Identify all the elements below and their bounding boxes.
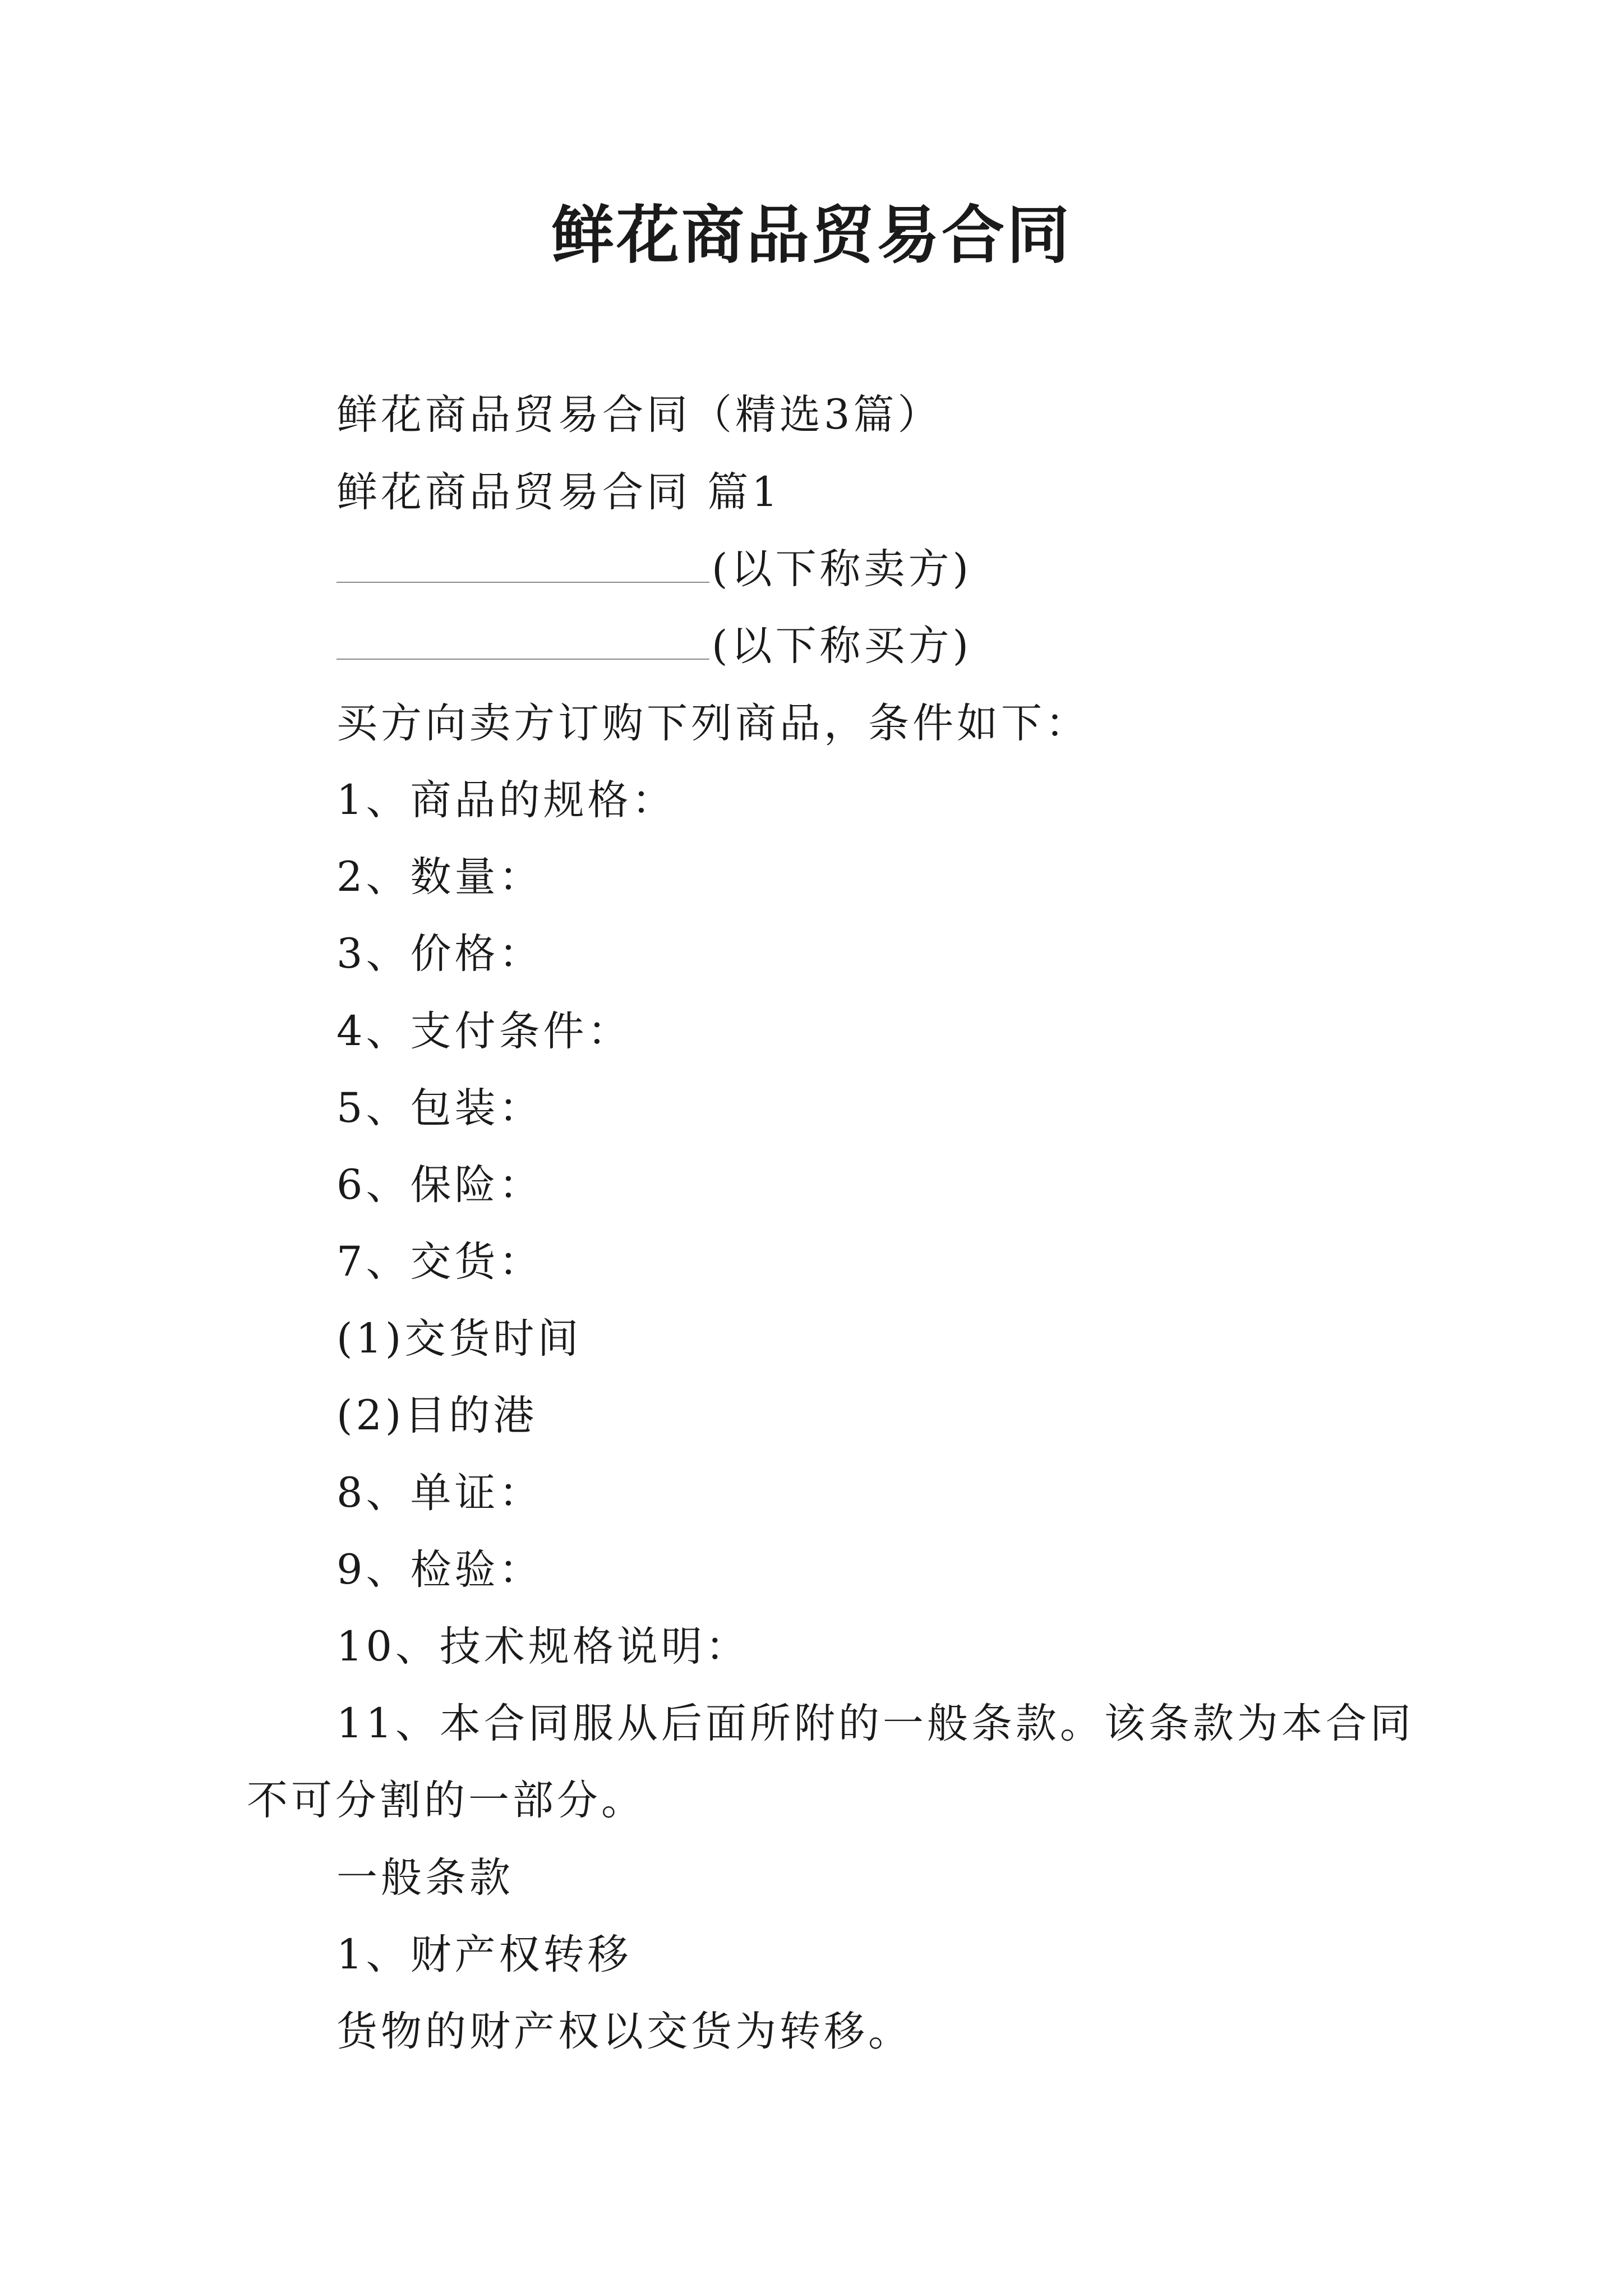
buyer-line (336, 618, 972, 674)
seller-blank (336, 548, 709, 583)
buyer-label: (以下称买方) (712, 622, 972, 670)
list-item: 4、支付条件： (336, 1007, 632, 1055)
buyer-blank (336, 625, 709, 660)
seller-label: (以下称卖方) (712, 545, 972, 593)
document-subtitle: 鲜花商品贸易合同（精选3篇） (336, 391, 942, 439)
list-item: (1)交货时间 (336, 1315, 582, 1363)
list-item: 7、交货： (336, 1238, 543, 1286)
list-item: 3、价格： (336, 930, 543, 978)
seller-line (336, 541, 972, 597)
list-item: 6、保险： (336, 1161, 543, 1209)
list-item: 1、商品的规格： (336, 776, 676, 824)
list-item: 5、包装： (336, 1084, 543, 1132)
clause-11-line-1: 11、本合同服从后面所附的一般条款。该条款为本合同 (336, 1700, 1414, 1747)
general-terms-heading: 一般条款 (336, 1854, 514, 1902)
list-item: 2、数量： (336, 853, 543, 901)
list-item: 10、技术规格说明： (336, 1623, 750, 1671)
intro-paragraph: 买方向卖方订购下列商品，条件如下： (336, 700, 1090, 747)
list-item: 8、单证： (336, 1469, 543, 1517)
section-heading: 鲜花商品贸易合同 篇1 (336, 468, 781, 516)
general-item-1: 1、财产权转移 (336, 1931, 632, 1978)
document-title: 鲜花商品贸易合同 (551, 199, 1072, 272)
clause-11-line-2: 不可分割的一部分。 (247, 1777, 645, 1824)
general-item-1-text: 货物的财产权以交货为转移。 (336, 2008, 912, 2055)
list-item: (2)目的港 (336, 1392, 538, 1439)
list-item: 9、检验： (336, 1546, 543, 1594)
